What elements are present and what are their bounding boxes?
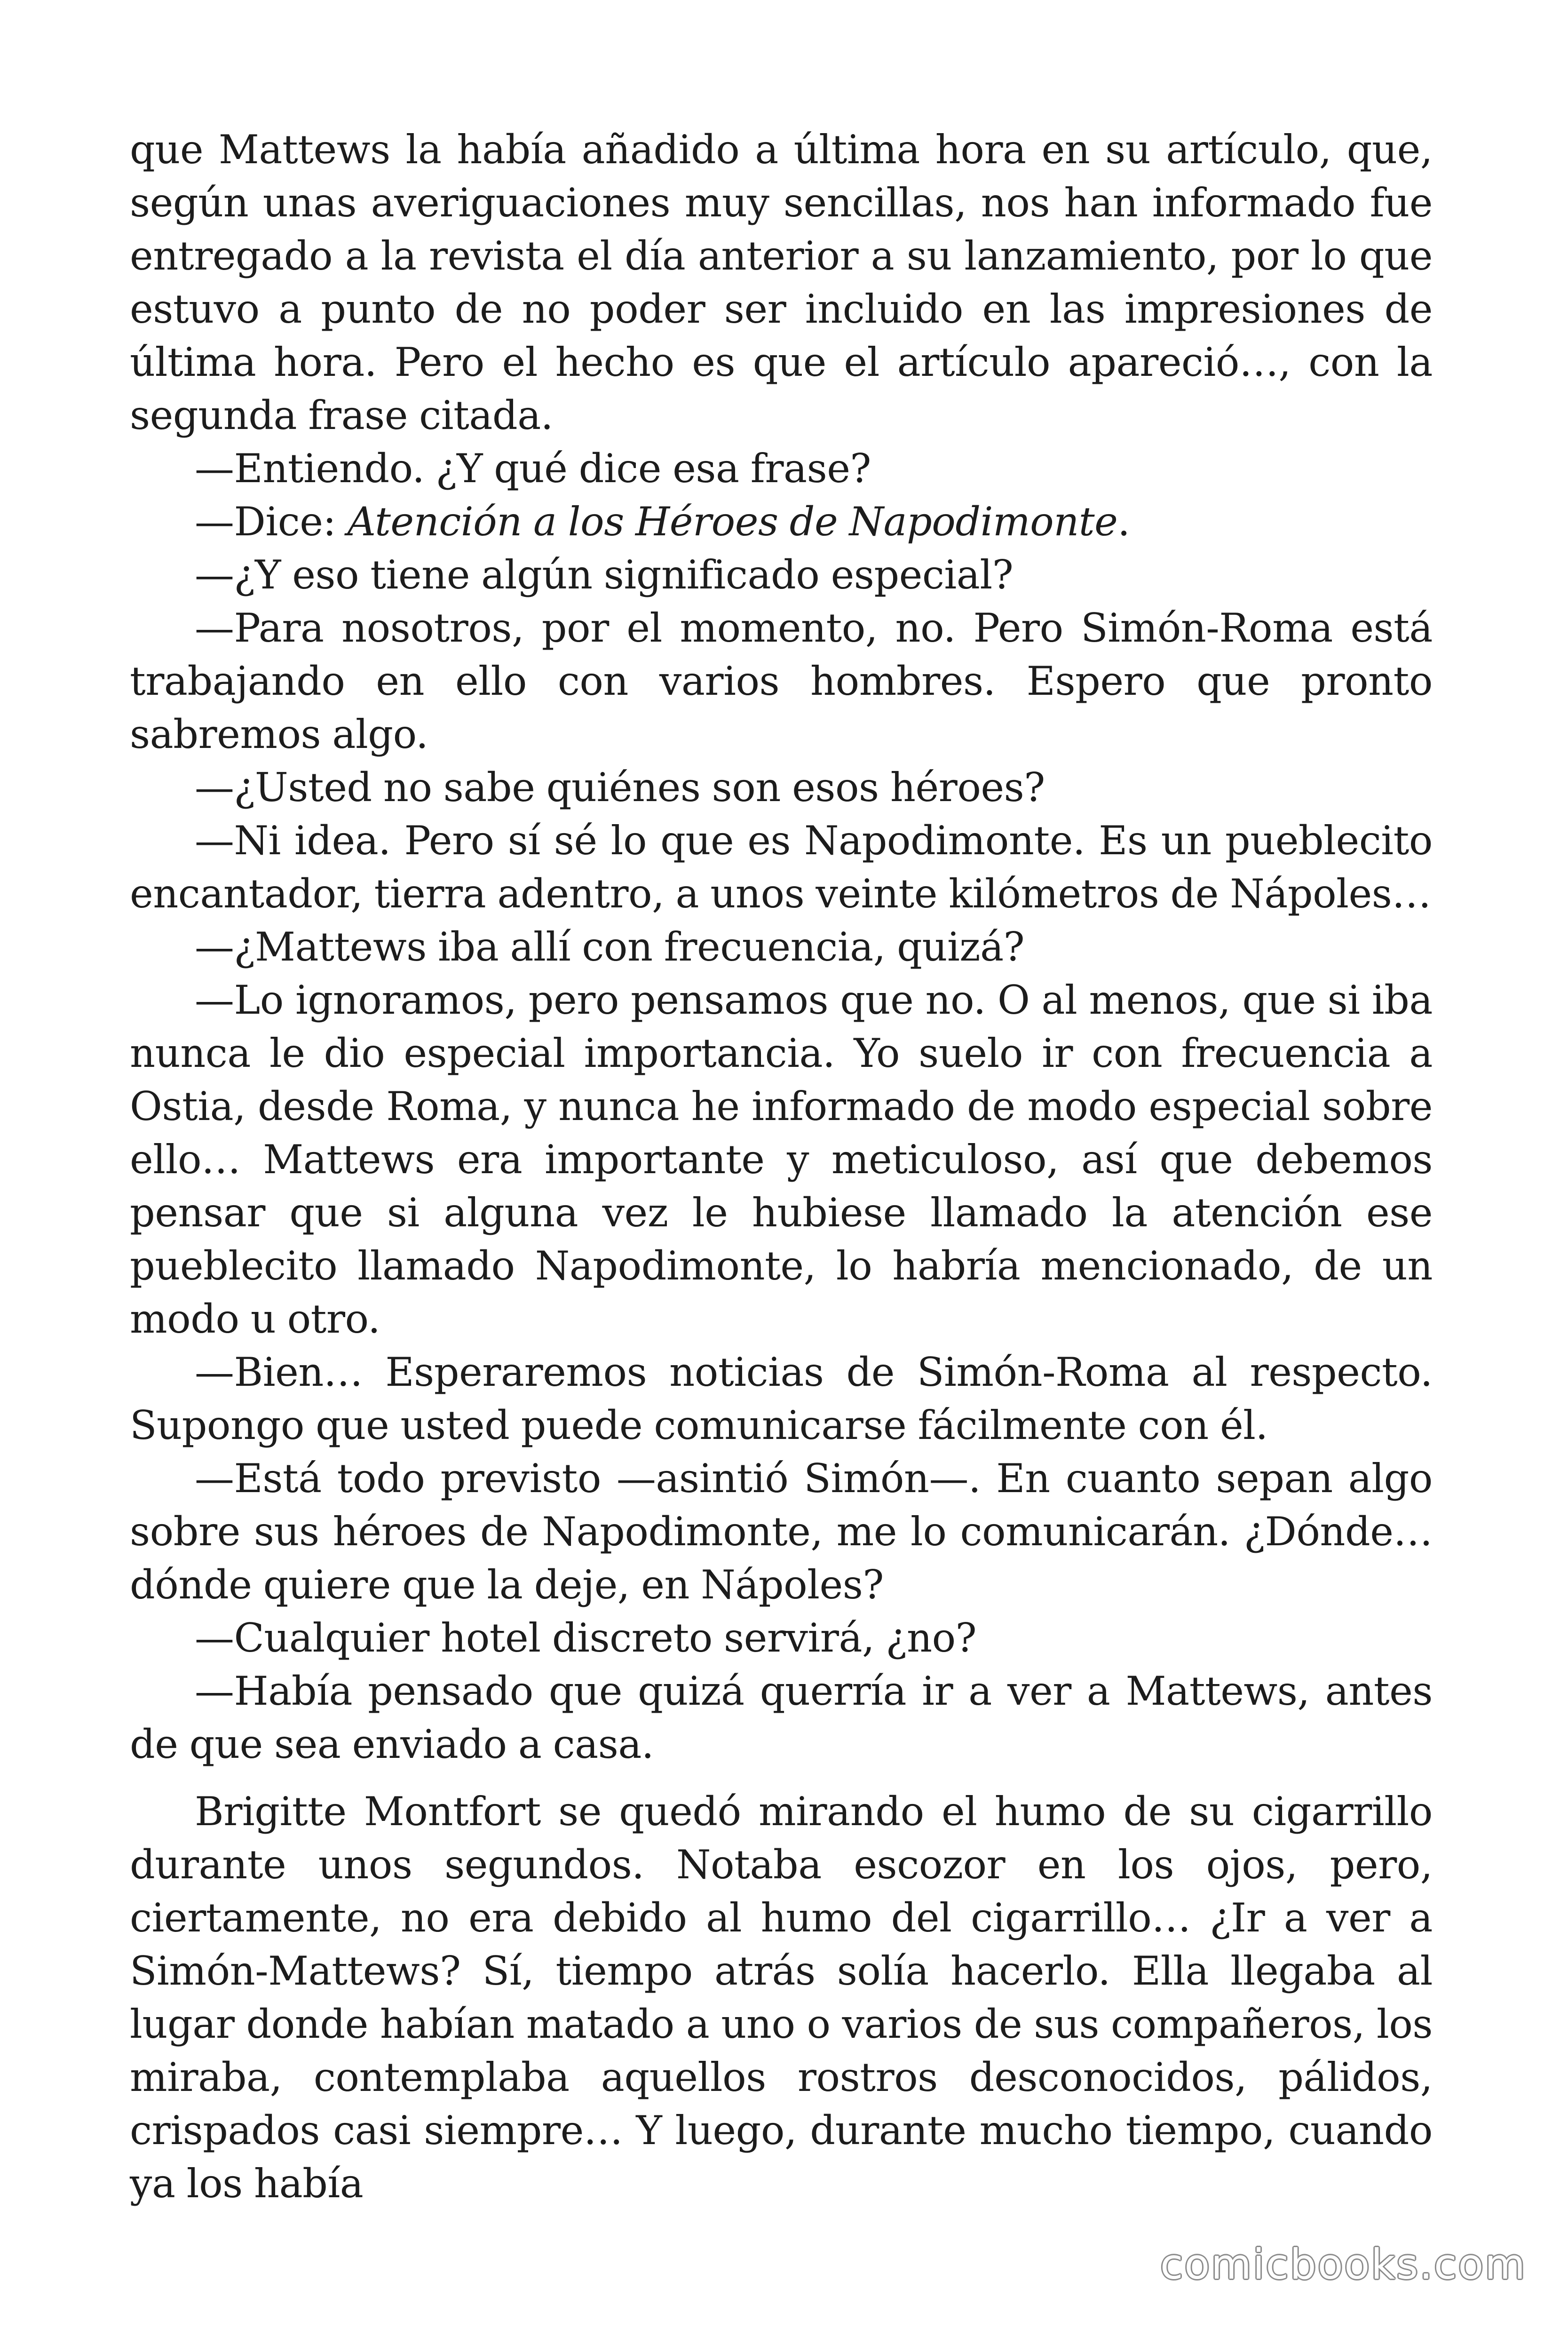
paragraph-4: —¿Y eso tiene algún significado especial?	[195, 552, 1014, 598]
dialogue-prefix: —Dice:	[195, 499, 348, 545]
page-body	[130, 123, 1433, 2210]
paragraph-10: —Bien… Esperaremos noticias de Simón-Roma al respecto. Supongo que usted puede comunicarse fácilmente con él.	[130, 1349, 1433, 1448]
paragraph-9: —Lo ignoramos, pero pensamos que no. O al menos, que si iba nunca le dio especial importancia. Yo suelo ir con frecuencia a Ostia, desde Roma, y nunca he informado de modo especial sobre ello… Mattews era importante y meticuloso, así que debemos pensar que si alguna vez le hubiese llamado la atención ese pueblecito llamado Napodimonte, lo habría mencionado, de un modo u otro.	[130, 977, 1433, 1342]
paragraph-13: —Había pensado que quizá querría ir a ver a Mattews, antes de que sea enviado a casa.	[130, 1668, 1433, 1767]
paragraph-1: que Mattews la había añadido a última hora en su artículo, que, según unas averiguaciones muy sencillas, nos han informado fue entregado a la revista el día anterior a su lanzamiento, por lo que estuvo a punto de no poder ser incluido en las impresiones de última hora. Pero el hecho es que el artículo apareció…, con la segunda frase citada.	[130, 127, 1433, 438]
paragraph-3	[130, 495, 1433, 548]
paragraph-12: —Cualquier hotel discreto servirá, ¿no?	[195, 1615, 977, 1661]
paragraph-2: —Entiendo. ¿Y qué dice esa frase?	[195, 445, 871, 492]
paragraph-5: —Para nosotros, por el momento, no. Pero Simón-Roma está trabajando en ello con varios hombres. Espero que pronto sabremos algo.	[130, 605, 1433, 757]
site-watermark: comicbooks.com	[1160, 2240, 1527, 2288]
paragraph-6: —¿Usted no sabe quiénes son esos héroes?	[195, 764, 1045, 810]
paragraph-11: —Está todo previsto —asintió Simón—. En cuanto sepan algo sobre sus héroes de Napodimonte, me lo comunicarán. ¿Dónde… dónde quiere que la deje, en Nápoles?	[130, 1455, 1433, 1608]
paragraph-14: Brigitte Montfort se quedó mirando el humo de su cigarrillo durante unos segundos. Notaba escozor en los ojos, pero, ciertamente, no era debido al humo del cigarrillo… ¿Ir a ver a Simón-Mattews? Sí, tiempo atrás solía hacerlo. Ella llegaba al lugar donde habían matado a uno o varios de sus compañeros, los miraba, contemplaba aquellos rostros desconocidos, pálidos, crispados casi siempre… Y luego, durante mucho tiempo, cuando ya los había	[130, 1788, 1433, 2207]
paragraph-7: —Ni idea. Pero sí sé lo que es Napodimonte. Es un pueblecito encantador, tierra adentro, a unos veinte kilómetros de Nápoles…	[130, 818, 1433, 917]
quoted-phrase: Atención a los Héroes de Napodimonte	[347, 499, 1118, 545]
paragraph-8: —¿Mattews iba allí con frecuencia, quizá?	[195, 924, 1025, 970]
dialogue-suffix: .	[1117, 499, 1130, 545]
